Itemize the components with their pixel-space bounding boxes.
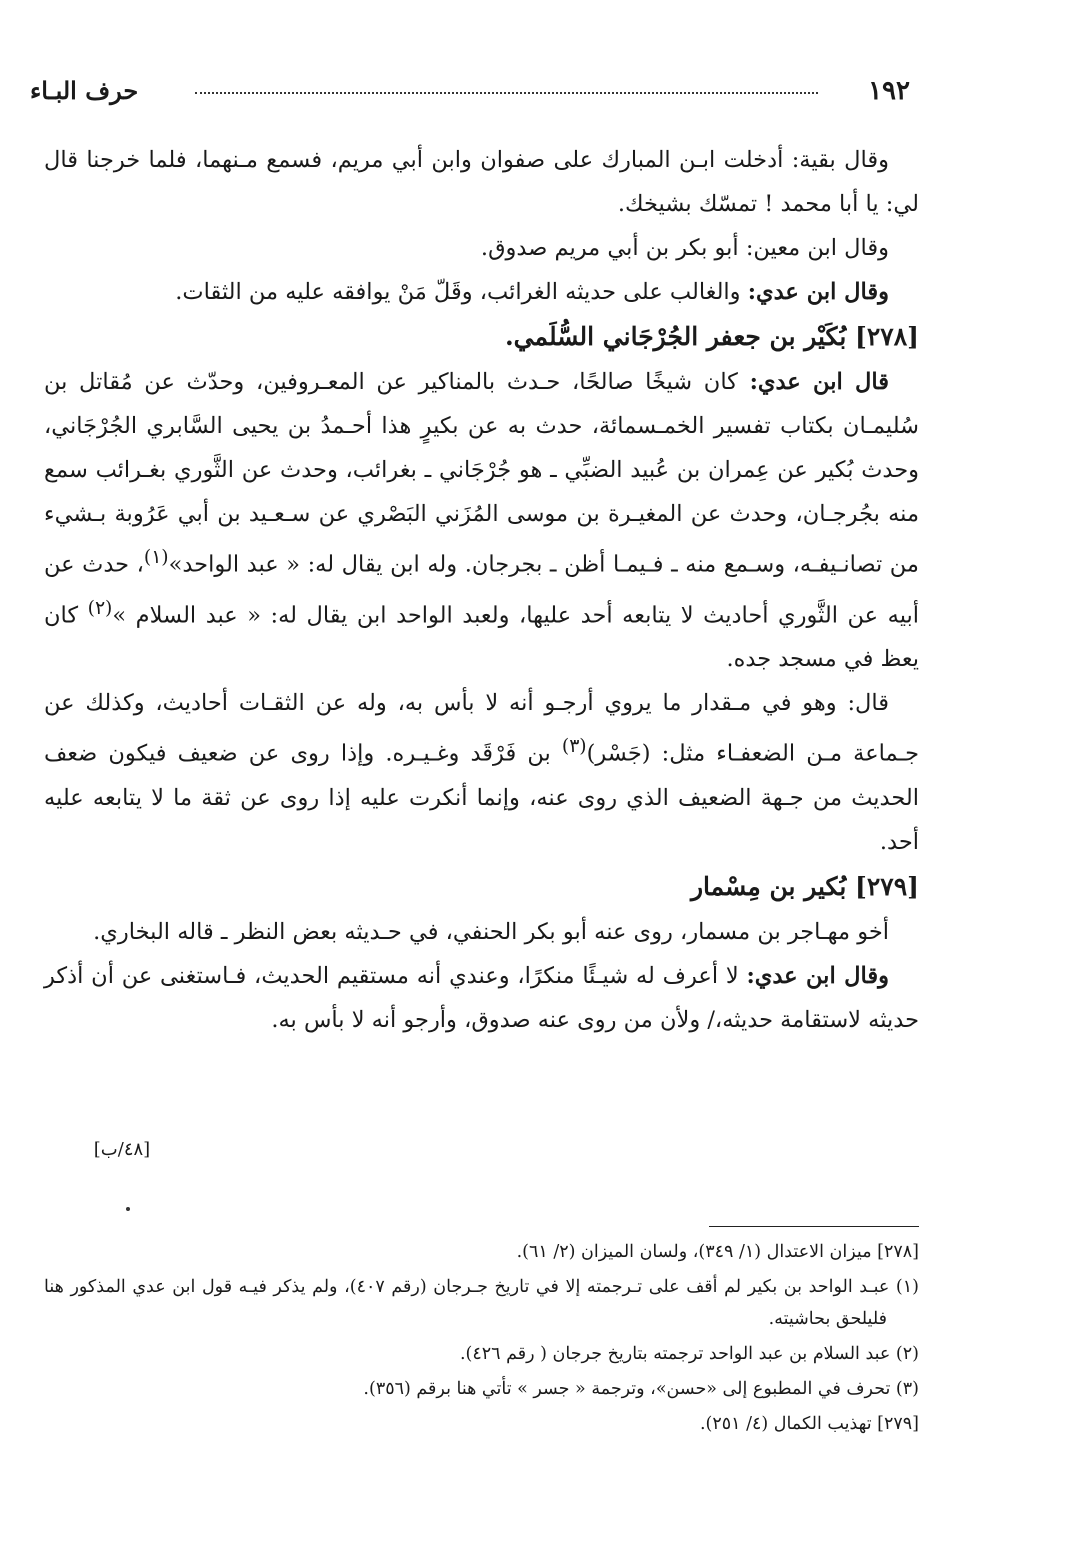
header-dotted-rule [195,92,818,94]
footnote-ref-1[interactable]: (١) [143,547,169,568]
paragraph-ibn-adi-278 [44,360,919,681]
paragraph-text: كان شيخًا صالحًا، حـدث بالمناكير عن المعـروفين، وحدّث عن مُقاتل بن سُليمـان بكتاب تفسير الخمـسمائة، حدث به عن بكيرٍ هذا أحـمدُ بن يحيى السَّابري الجُرْجَاني، وحدث بُكير عن عِمران بن عُبيد الضبِّي ـ هو جُرْجَاني ـ بغرائب، وحدث عن الثَّوري بغـرائب سمع منه بجُرجـان، وحدث عن المغيـرة بن موسى المُزَني البَصْري عن سـعـيد بن أبي عَرُوبة بـشيء من تصانـيفـه، وسـمع منه ـ فـيمـا أظن ـ بجرجان. وله ابن يقال له: « عبد الواحد» [44,369,919,578]
main-text [44,138,919,1042]
page-number: ١٩٢ [868,76,910,106]
paragraph-text: قال: وهو في مـقدار ما يروي أرجـو أنه لا بأس به، وله عن الثقـات أحاديث، وكذلك عن جـماعة مـن الضعفـاء مثل: (جَسْر) [44,690,919,767]
speaker-label: قال ابن عدي: [749,369,890,395]
paragraph-akhu-muhajir: أخو مهـاجر بن مسمار، روى عنه أبو بكر الحنفي، في حـديثه بعض النظر ـ قاله البخاري. [93,918,889,945]
paragraph-text: ، حدث عن أبيه عن الثَّوري أحاديث لا يتابعه أحد عليها، ولعبد الواحد ابن يقال له: « عبد السلام » [44,551,919,628]
folio-margin-note: [٤٨/ب] [93,1139,151,1160]
paragraph-text: بن فَرْقَد وغـيـره. وإذا روى عن ضعيف فيكون ضعف الحديث من جـهة الضعيف الذي روى عنه، وإنما أنكرت عليه إذا روى عن ثقة ما لا يتابعه عليه أحد. [44,740,919,855]
paragraph-text: لا أعرف له شيـئًا منكرًا، وعندي أنه مستقيم الحديث، فـاستغنى عن أن أذكر حديثه لاستقامة حديثه،/ ولأن من روى عنه صدوق، وأرجو أنه لا بأس به. [44,962,919,1033]
speaker-label: وقال ابن عدي: [747,279,889,305]
speaker-label: وقال ابن عدي: [746,962,889,989]
paragraph-ibn-adi-1 [44,270,919,314]
paragraph-text: والغالب على حديثه الغرائب، وقَلّ مَنْ يوافقه عليه من الثقات. [175,279,748,305]
entry-heading-278: [٢٧٨] بُكَيْر بن جعفر الجُرْجَاني السُّلَمي. [504,322,919,351]
footnote-1: (١) عبـد الواحد بن بكير لم أقف على تـرجمته إلا في تاريخ جـرجان (رقم ٤٠٧)، ولم يذكر فيـه قول ابن عدي المذكور هنا فليلحق بحاشيته. [44,1277,919,1329]
footnote-ref-2[interactable]: (٢) [87,597,113,619]
footnote-279: [٢٧٩] تهذيب الكمال (٤/ ٢٥١). [699,1414,919,1434]
footnote-3: (٣) تحرف في المطبوع إلى «حسن»، وترجمة « جسر » تأتي هنا برقم (٣٥٦). [363,1379,919,1399]
running-header [30,74,910,108]
footnote-278: [٢٧٨] ميزان الاعتدال (١/ ٣٤٩)، ولسان الميزان (٢/ ٦١). [516,1242,919,1262]
chapter-title: حرف البـاء [30,76,139,105]
paragraph-qal [44,681,919,864]
footnote-separator [709,1226,919,1227]
paragraph-baqiyya: وقال بقية: أدخلت ابـن المبارك على صفوان وابن أبي مريم، فسمع مـنهما، فلما خرجنا قال لي: يا أبا محمد ! تمسّك بشيخك. [44,147,919,217]
ink-dot [126,1207,130,1211]
footnotes [44,1236,919,1443]
paragraph-ibn-adi-279 [44,954,919,1042]
paragraph-ibn-maeen: وقال ابن معين: أبو بكر بن أبي مريم صدوق. [480,235,889,261]
paragraph-text: كان يعظ في مسجد جده. [44,602,919,672]
entry-heading-279: [٢٧٩] بُكير بن مِسْمار [690,871,919,901]
footnote-ref-3[interactable]: (٣) [561,736,587,757]
footnote-2: (٢) عبد السلام بن عبد الواحد ترجمته بتاريخ جرجان ( رقم ٤٢٦). [459,1344,919,1364]
